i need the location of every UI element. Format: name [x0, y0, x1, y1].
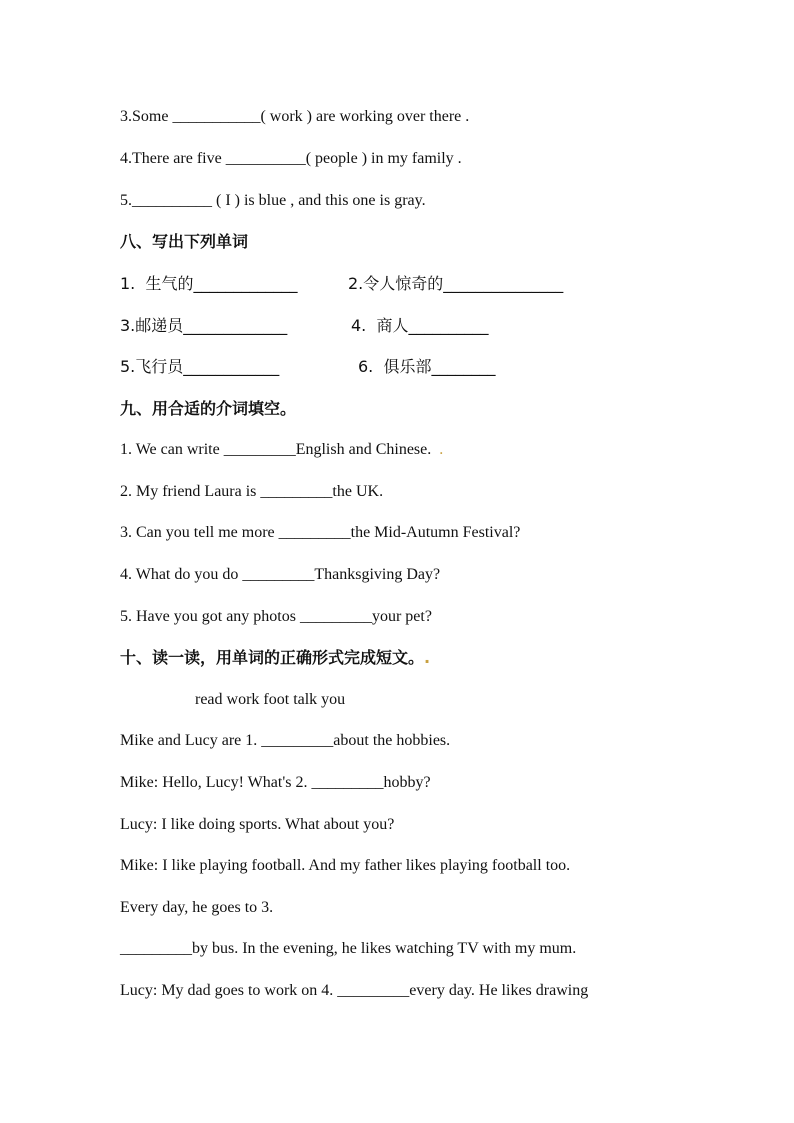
word-item-5: 5.飞行员____________	[120, 357, 280, 376]
preposition-q3: 3. Can you tell me more _________the Mid-Autumn Festival?	[120, 524, 521, 541]
passage-line-1: Mike and Lucy are 1. _________about the hobbies.	[120, 732, 451, 749]
passage-line-6: _________by bus. In the evening, he likes watching TV with my mum.	[120, 940, 577, 957]
section-9-title: 九、用合适的介词填空。	[120, 399, 297, 418]
preposition-q1	[120, 440, 443, 460]
passage-line-7: Lucy: My dad goes to work on 4. _________every day. He likes drawing	[120, 982, 589, 999]
stray-dot: .	[439, 441, 444, 458]
section-8-title: 八、写出下列单词	[120, 232, 249, 251]
passage-line-2: Mike: Hello, Lucy! What's 2. _________hobby?	[120, 774, 431, 791]
exercise-q5: 5.__________ ( I ) is blue , and this one is gray.	[120, 192, 426, 209]
word-item-1: 1. 生气的_____________	[120, 274, 298, 293]
stray-dot: .	[424, 648, 431, 667]
section-10-title-text: 十、读一读，用单词的正确形式完成短文。	[120, 648, 425, 667]
passage-line-4: Mike: I like playing football. And my father likes playing football too.	[120, 857, 571, 874]
preposition-q5: 5. Have you got any photos _________your pet?	[120, 608, 432, 625]
word-item-4: 4. 商人__________	[351, 316, 489, 335]
exercise-q3: 3.Some ___________( work ) are working over there .	[120, 108, 470, 125]
word-item-2: 2.令人惊奇的_______________	[348, 274, 564, 293]
passage-line-3: Lucy: I like doing sports. What about you?	[120, 816, 395, 833]
word-item-3: 3.邮递员_____________	[120, 316, 288, 335]
word-bank: read work foot talk you	[195, 691, 346, 708]
section-10-title	[120, 648, 430, 668]
word-item-6: 6. 俱乐部________	[358, 357, 496, 376]
preposition-q2: 2. My friend Laura is _________the UK.	[120, 483, 384, 500]
passage-line-5: Every day, he goes to 3.	[120, 899, 274, 916]
preposition-q1-text: 1. We can write _________English and Chinese.	[120, 441, 432, 458]
exercise-q4: 4.There are five __________( people ) in my family .	[120, 150, 462, 167]
preposition-q4: 4. What do you do _________Thanksgiving Day?	[120, 566, 441, 583]
